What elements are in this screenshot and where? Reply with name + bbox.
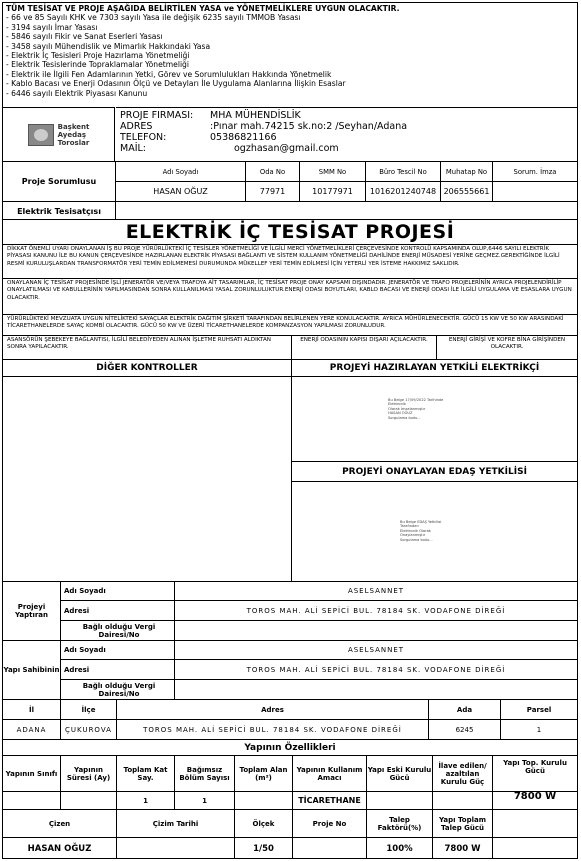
value-contact-no: 206555661 xyxy=(441,182,493,202)
legal-item: - 3458 sayılı Mühendislik ve Mimarlık Hakkındaki Yasa xyxy=(6,41,211,51)
value-block: 6245 xyxy=(429,720,501,740)
builder-tax-value xyxy=(175,680,577,700)
col-purpose: Yapının Kullanım Amacı xyxy=(293,756,367,792)
col-total-power: Yapı Top. Kurulu Gücü xyxy=(493,756,577,792)
company-logo xyxy=(3,107,115,161)
col-block: Ada xyxy=(429,700,501,720)
legal-heading: TÜM TESİSAT VE PROJE AŞAĞIDA BELİRTİLEN YASA ve YÖNETMELİKLERE UYGUN OLACAKTIR. xyxy=(6,4,400,13)
page-title: ELEKTRİK İÇ TESİSAT PROJESİ xyxy=(3,219,577,245)
col-demand-factor: Talep Faktörü(%) xyxy=(367,810,433,838)
legal-item: - 66 ve 85 Sayılı KHK ve 7303 sayılı Yasa ile değişik 6235 sayılı TMMOB Yasası xyxy=(6,13,301,23)
responsible-table xyxy=(3,161,577,219)
note-generator: ONAYLANAN İÇ TESİSAT PROJESİNDE İŞLİ JENERATÖR VE/VEYA TRAFOYA AİT TASARIMLAR, İÇ TESİSAT PROJE ONAY KAPSAMI DIŞINDADIR. JENERATÖR VE TRAFO PROJELERİNİN AYRICA PROJELENDİRİLİP ONAYLATILMASI VE KABULLERİNİN YAPILMASINDAN SONRA KULLANILMASI YASAL ZORUNLULUKTUR.ENERJİ ODASI BOYUTLARI, KABLO BACASI VE ENERJİ ODASI İLE İLGİLİ UYGULAMA VE ESASLARA UYGUN OLACAKTIR. xyxy=(3,279,577,315)
col-district: İlçe xyxy=(61,700,117,720)
owner-section-label: Projeyi Yaptıran xyxy=(3,582,61,641)
col-signature: Sorum. İmza xyxy=(493,162,577,182)
firm-row: MAİL: ogzhasan@gmail.com xyxy=(120,143,339,154)
firm-row: PROJE FIRMASI: MHA MÜHENDİSLİK xyxy=(120,110,301,121)
features-title: Yapının Özellikleri xyxy=(3,740,577,756)
value-smm-no: 10177971 xyxy=(300,182,366,202)
owner-name-label: Adı Soyadı xyxy=(61,582,175,601)
logo-mark-icon xyxy=(28,124,54,146)
col-office-no: Büro Tescil No xyxy=(366,162,441,182)
responsible-label: Proje Sorumlusu xyxy=(3,162,116,202)
value-parcel: 1 xyxy=(501,720,577,740)
approved-by-panel xyxy=(292,462,577,582)
firm-row: ADRES : Pınar mah.74215 sk.no:2 /Seyhan/Adana xyxy=(120,121,408,132)
firm-row: TELEFON: 05386821166 xyxy=(120,132,277,143)
col-chamber-no: Oda No xyxy=(246,162,300,182)
drawing-info-table xyxy=(3,810,577,859)
col-address: Adres xyxy=(117,700,429,720)
approved-stamp: Bu Belge EDAŞ Yetkilisi Tarafından Elektronik Olarak Onaylanmıştır Sorgulama kodu... xyxy=(400,520,442,542)
col-area: Toplam Alan (m²) xyxy=(235,756,293,792)
col-name: Adı Soyadı xyxy=(116,162,246,182)
builder-address-value: TOROS MAH. ALİ SEPİCİ BUL. 78184 SK. VODAFONE DİREĞİ xyxy=(175,660,577,680)
legal-item: - Elektrik Tesislerinde Topraklamalar Yönetmeliği xyxy=(6,60,189,70)
owner-tax-label: Bağlı olduğu Vergi Dairesi/No xyxy=(61,621,175,641)
value-address: TOROS MAH. ALİ SEPİCİ BUL. 78184 SK. VODAFONE DİREĞİ xyxy=(117,720,429,740)
approved-by-heading: PROJEYİ ONAYLAYAN EDAŞ YETKİLİSİ xyxy=(292,462,577,482)
note-energy-room: ENERJİ ODASININ KAPISI DIŞARI AÇILACAKTIR. xyxy=(292,336,437,360)
value-floors: 1 xyxy=(117,792,175,810)
value-total-power: 7800 W xyxy=(493,784,577,810)
col-drawer: Çizen xyxy=(3,810,117,838)
value-project-no xyxy=(293,838,367,859)
legal-notice xyxy=(3,3,577,107)
col-demand-power: Yapı Toplam Talep Gücü xyxy=(433,810,493,838)
value-old-power xyxy=(367,792,433,810)
legal-item: - Elektrik İç Tesisleri Proje Hazırlama Yönetmeliği xyxy=(6,51,190,61)
col-province: İl xyxy=(3,700,61,720)
value-scale: 1/50 xyxy=(235,838,293,859)
value-chamber-no: 77971 xyxy=(246,182,300,202)
owner-name-value: ASELSANNET xyxy=(175,582,577,601)
col-class: Yapının Sınıfı xyxy=(3,756,61,792)
legal-item: - 3194 sayılı İmar Yasası xyxy=(6,22,98,32)
value-office-no: 1016201240748 xyxy=(366,182,441,202)
prepared-by-heading: PROJEYİ HAZIRLAYAN YETKİLİ ELEKTRİKÇİ xyxy=(292,360,577,377)
legal-item: - Kablo Bacası ve Enerji Odasının Ölçü ve Detayları İle Uygulama Alanlarına İlişkin Esaslar xyxy=(6,79,346,89)
col-draw-date: Çizim Tarihi xyxy=(117,810,235,838)
builder-tax-label: Bağlı olduğu Vergi Dairesi/No xyxy=(61,680,175,700)
col-smm-no: SMM No xyxy=(300,162,366,182)
value-district: ÇUKUROVA xyxy=(61,720,117,740)
note-energy-entry: ENERJİ GİRİŞİ VE KOFRE BİNA GİRİŞİNDEN OLACAKTIR. xyxy=(437,336,577,360)
value-drawer: HASAN OĞUZ xyxy=(3,838,117,859)
note-warning: DİKKAT ÖNEMLİ UYARI ONAYLANAN İŞ BU PROJE YÜRÜRLÜKTEKİ İÇ TESİSLER YÖNETMELİĞİ VE İLGİLİ MERCİ YÖNETMELİKLERİ ÇERÇEVESİNDE KONTROLÜ KAPSAMINDA OLUP,6446 SAYILI ELEKTRİK PİYASASI KANUNU İLE BU KANUN ÇERÇEVESİNDE HAZIRLANAN ELEKTRİK PİYASASI BAĞLANTI VE SİSTEM KULLANIM YÖNETMELİĞİ DAHİLİNDE ENERJİ MÜSADESİ YERİNE GEÇMEZ.GEREKTİĞİNDE İLGİLİ RESMİ KURULUŞLARDAN TRANSFORMATÖR YERİ TEMİN EDİLMEMESİ DURUMUNDA MÜKELLEF YERİ TEMİN EDİLMESİ İÇİN YETERLİ YER İSTEME HAKKIMIZ SAKLIDIR. xyxy=(3,245,577,279)
col-added-power: İlave edilen/ azaltılan Kurulu Güç xyxy=(433,756,493,792)
location-table xyxy=(3,700,577,740)
other-controls-panel xyxy=(3,360,292,582)
col-floors: Toplam Kat Say. xyxy=(117,756,175,792)
col-duration: Yapının Süresi (Ay) xyxy=(61,756,117,792)
value-purpose: TİCARETHANE xyxy=(293,792,367,810)
col-scale: Ölçek xyxy=(235,810,293,838)
empty-cell xyxy=(493,810,577,838)
value-province: ADANA xyxy=(3,720,61,740)
value-units: 1 xyxy=(175,792,235,810)
value-duration xyxy=(61,792,117,810)
owner-address-label: Adresi xyxy=(61,601,175,621)
col-project-no: Proje No xyxy=(293,810,367,838)
col-contact-no: Muhatap No xyxy=(441,162,493,182)
project-firm-info xyxy=(116,107,577,161)
value-name: HASAN OĞUZ xyxy=(116,182,246,202)
logo-text: Başkent Ayedaş Toroslar xyxy=(57,122,90,147)
value-signature xyxy=(493,182,577,202)
project-sheet xyxy=(2,2,578,859)
electrician-cell xyxy=(116,202,577,219)
prepared-stamp: Bu Belge 17/09/2022 Tarihinde Elektronik Olarak İmzalanmıştır HASAN OĞUZ Sorgulama kodu... xyxy=(388,398,444,420)
value-class xyxy=(3,792,61,810)
value-area xyxy=(235,792,293,810)
builder-address-label: Adresi xyxy=(61,660,175,680)
value-draw-date xyxy=(117,838,235,859)
value-added-power xyxy=(433,792,493,810)
note-elevator: ASANSÖRÜN ŞEBEKEYE BAĞLANTISI, İLGİLİ BELEDİYEDEN ALINAN İŞLETME RUHSATI ALDIKTAN SONRA YAPILACAKTIR. xyxy=(3,336,292,360)
note-meters: YÜRÜRLÜKTEKİ MEVZUATA UYGUN NİTELİKTEKİ SAYAÇLAR ELEKTRİK DAĞITIM ŞİRKETİ TARAFINDAN BELİRLENEN YERE KONULACAKTIR. AYRICA MÜHÜRLENECEKTİR. GÜCÜ 15 KW VE 50 KW ARASINDAKİ TİCARETHANELERDE SAYAÇ KOMBİ OLACAKTIR. GÜCÜ 50 KW VE ÜZERİ TİCARETHANELERDE KOMPANZASYON YAPILMASI ZORUNLUDUR. xyxy=(3,315,577,336)
owner-tax-value xyxy=(175,621,577,641)
builder-section-label: Yapı Sahibinin xyxy=(3,641,61,700)
electrician-label: Elektrik Tesisatçısı xyxy=(3,202,116,219)
prepared-by-panel xyxy=(292,360,577,462)
value-demand-factor: 100% xyxy=(367,838,433,859)
owner-address-value: TOROS MAH. ALİ SEPİCİ BUL. 78184 SK. VODAFONE DİREĞİ xyxy=(175,601,577,621)
builder-name-label: Adı Soyadı xyxy=(61,641,175,660)
other-controls-heading: DİĞER KONTROLLER xyxy=(3,360,291,377)
col-old-power: Yapı Eski Kurulu Gücü xyxy=(367,756,433,792)
value-demand-power: 7800 W xyxy=(433,838,493,859)
legal-item: - 5846 sayılı Fikir ve Sanat Eserleri Yasası xyxy=(6,32,163,42)
legal-item: - 6446 sayılı Elektrik Piyasası Kanunu xyxy=(6,88,148,98)
col-units: Bağımsız Bölüm Sayısı xyxy=(175,756,235,792)
owner-table xyxy=(3,582,577,700)
col-parcel: Parsel xyxy=(501,700,577,720)
legal-item: - Elektrik ile İlgili Fen Adamlarının Yetki, Görev ve Sorumlulukları Hakkında Yönetmelik xyxy=(6,69,332,79)
empty-cell xyxy=(493,838,577,859)
features-table xyxy=(3,740,577,810)
builder-name-value: ASELSANNET xyxy=(175,641,577,660)
